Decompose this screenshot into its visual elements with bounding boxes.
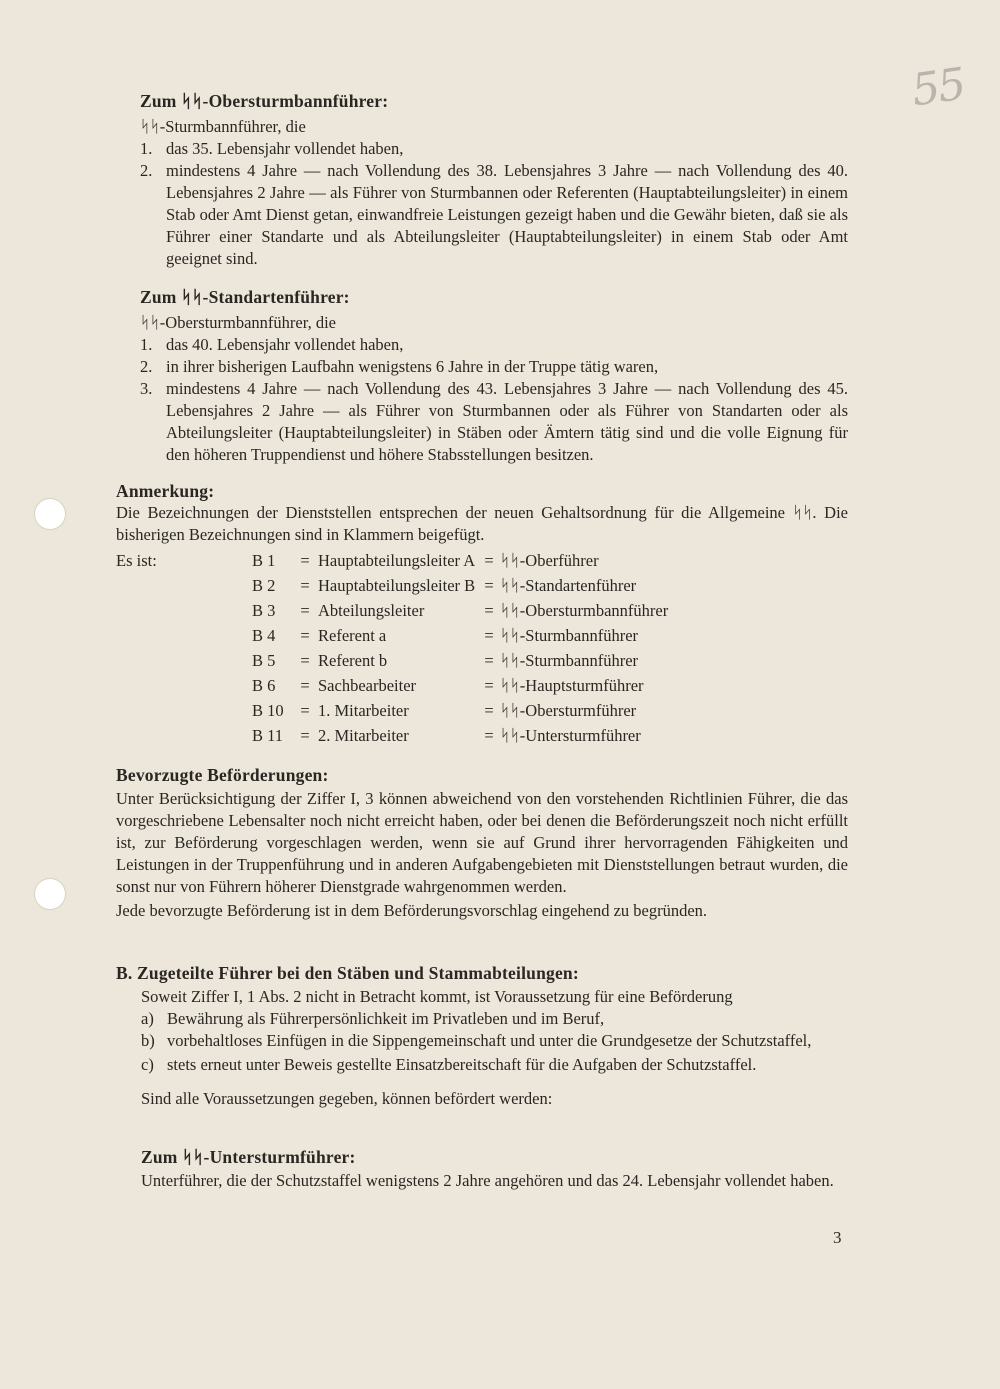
- equals-sign: =: [300, 651, 310, 670]
- note-section: [116, 480, 848, 546]
- table-row: [116, 548, 668, 573]
- table-row: [116, 723, 668, 748]
- grade-cell: B 4: [252, 626, 276, 645]
- equals-sign: =: [484, 551, 494, 570]
- paragraph: Unter Berücksichtigung der Ziffer I, 3 können abweichend von den vorstehenden Richtlinien Führer, die das vorgeschriebene Lebensalter noch nicht erreicht haben, oder bei denen die Beförderungszeit noch nicht erfüllt ist, zur Beförderung vorgeschlagen werden, wenn sie auf Grund ihrer hervorragenden Fähigkeiten und Leistungen in der Truppenführung und in anderen Aufgabengebieten mit Dienststellungen betraut wurden, die sonst nur von Führern höherer Dienstgrade wahrgenommen werden.: [116, 789, 848, 896]
- equals-sign: =: [484, 626, 494, 645]
- section-intro: ᛋᛋ-Sturmbannführer, die: [140, 117, 306, 136]
- equals-sign: =: [300, 576, 310, 595]
- criteria-list: [141, 1008, 848, 1076]
- equals-sign: =: [300, 726, 310, 745]
- post-title-cell: Hauptabteilungsleiter B: [318, 576, 476, 595]
- es-ist-label: [116, 648, 252, 673]
- rank-cell: ᛋᛋ-Standartenführer: [500, 576, 637, 595]
- equals-sign: =: [300, 551, 310, 570]
- rank-cell: ᛋᛋ-Oberführer: [500, 551, 599, 570]
- section-intro: ᛋᛋ-Obersturmbannführer, die: [140, 313, 336, 332]
- preferred-promotions-section: [116, 764, 848, 922]
- es-ist-label: [116, 698, 252, 723]
- punch-hole-top: [34, 498, 66, 530]
- table-row: [116, 698, 668, 723]
- criteria-list: [140, 334, 848, 466]
- list-item: 1. das 35. Lebensjahr vollendet haben,: [140, 139, 404, 158]
- grade-cell: B 1: [252, 551, 276, 570]
- note-text: Die Bezeichnungen der Dienststellen entsprechen der neuen Gehaltsordnung für die Allgemeine ᛋᛋ. Die bisherigen Bezeichnungen sind in Klammern beigefügt.: [116, 503, 848, 544]
- section-standartenfuehrer: [140, 286, 848, 466]
- list-item: a) Bewährung als Führerpersönlichkeit im Privatleben und im Beruf,: [141, 1009, 605, 1028]
- list-item: 3. mindestens 4 Jahre — nach Vollendung des 43. Lebensjahres 3 Jahre — nach Vollendung des 45. Lebensjahres 2 Jahre — als Führer von Sturmbannen oder als Führer von Standarten oder als Abteilungsleiter (Hauptabteilungsleiter) in Stäben oder Ämtern tätig sind und die volle Eignung für den höheren Truppendienst und höhere Stabsstellungen besitzen.: [140, 379, 848, 464]
- es-ist-label: Es ist:: [116, 551, 157, 570]
- post-title-cell: 2. Mitarbeiter: [318, 726, 409, 745]
- rank-cell: ᛋᛋ-Untersturmführer: [500, 726, 641, 745]
- rank-cell: ᛋᛋ-Sturmbannführer: [500, 626, 639, 645]
- section-obersturmbannfuehrer: [140, 90, 848, 270]
- table-row: [116, 623, 668, 648]
- list-item: 2. mindestens 4 Jahre — nach Vollendung des 38. Lebensjahres 3 Jahre — nach Vollendung des 40. Lebensjahres 2 Jahre — als Führer von Sturmbannen oder Referenten (Hauptabteilungsleiter) in einem Stab oder Amt Dienst getan, einwandfreie Leistungen gezeigt haben und die Gewähr bieten, daß sie als Führer einer Standarte und als Abteilungsleiter (Hauptabteilungsleiter) in einem Stab oder Amt geeignet sind.: [140, 161, 848, 268]
- section-heading: Zum ᛋᛋ-Standartenführer:: [140, 287, 350, 307]
- page-number: 3: [833, 1228, 842, 1247]
- grade-cell: B 5: [252, 651, 276, 670]
- grade-cell: B 3: [252, 601, 276, 620]
- punch-hole-bottom: [34, 878, 66, 910]
- es-ist-label: [116, 623, 252, 648]
- pencil-folio-note: 55: [908, 58, 968, 117]
- rank-cell: ᛋᛋ-Hauptsturmführer: [500, 676, 644, 695]
- es-ist-label: [116, 673, 252, 698]
- list-item: c) stets erneut unter Beweis gestellte Einsatzbereitschaft für die Aufgaben der Schutzstaffel.: [141, 1055, 757, 1074]
- section-heading: B. Zugeteilte Führer bei den Stäben und Stammabteilungen:: [116, 963, 579, 983]
- es-ist-label: [116, 723, 252, 748]
- grade-cell: B 2: [252, 576, 276, 595]
- post-title-cell: Sachbearbeiter: [318, 676, 417, 695]
- equals-sign: =: [300, 626, 310, 645]
- equals-sign: =: [484, 576, 494, 595]
- section-heading: Zum ᛋᛋ-Untersturmführer:: [141, 1147, 356, 1167]
- rank-cell: ᛋᛋ-Obersturmbannführer: [500, 601, 669, 620]
- paragraph: Jede bevorzugte Beförderung ist in dem Beförderungsvorschlag eingehend zu begründen.: [116, 901, 708, 920]
- es-ist-label: [116, 598, 252, 623]
- section-b: [116, 962, 848, 1110]
- table-row: [116, 648, 668, 673]
- equals-sign: =: [300, 601, 310, 620]
- list-item: b) vorbehaltloses Einfügen in die Sippengemeinschaft und unter die Grundgesetze der Schutzstaffel,: [141, 1031, 812, 1050]
- equals-sign: =: [484, 676, 494, 695]
- equals-sign: =: [300, 676, 310, 695]
- post-title-cell: Referent a: [318, 626, 387, 645]
- list-item: 1. das 40. Lebensjahr vollendet haben,: [140, 335, 404, 354]
- equals-sign: =: [484, 726, 494, 745]
- post-title-cell: Hauptabteilungsleiter A: [318, 551, 476, 570]
- post-title-cell: Referent b: [318, 651, 388, 670]
- list-item: 2. in ihrer bisherigen Laufbahn wenigstens 6 Jahre in der Truppe tätig waren,: [140, 357, 659, 376]
- section-untersturmfuehrer: [141, 1146, 848, 1192]
- note-heading: Anmerkung:: [116, 481, 215, 501]
- equals-sign: =: [484, 601, 494, 620]
- post-title-cell: 1. Mitarbeiter: [318, 701, 409, 720]
- grade-cell: B 10: [252, 701, 284, 720]
- post-title-cell: Abteilungsleiter: [318, 601, 425, 620]
- equals-sign: =: [484, 701, 494, 720]
- es-ist-label: [116, 573, 252, 598]
- paragraph: Unterführer, die der Schutzstaffel wenigstens 2 Jahre angehören und das 24. Lebensjahr vollendet haben.: [141, 1171, 834, 1190]
- table-row: [116, 573, 668, 598]
- rank-equivalence-table: [116, 548, 668, 748]
- criteria-list: [140, 138, 848, 270]
- table-row: [116, 673, 668, 698]
- table-row: [116, 598, 668, 623]
- equals-sign: =: [300, 701, 310, 720]
- equals-sign: =: [484, 651, 494, 670]
- section-outro: Sind alle Voraussetzungen gegeben, können befördert werden:: [141, 1089, 553, 1108]
- rank-cell: ᛋᛋ-Sturmbannführer: [500, 651, 639, 670]
- section-heading: Bevorzugte Beförderungen:: [116, 765, 329, 785]
- section-intro: Soweit Ziffer I, 1 Abs. 2 nicht in Betracht kommt, ist Voraussetzung für eine Beförderung: [141, 987, 733, 1006]
- grade-cell: B 11: [252, 726, 284, 745]
- grade-cell: B 6: [252, 676, 276, 695]
- rank-cell: ᛋᛋ-Obersturmführer: [500, 701, 637, 720]
- section-heading: Zum ᛋᛋ-Obersturmbannführer:: [140, 91, 389, 111]
